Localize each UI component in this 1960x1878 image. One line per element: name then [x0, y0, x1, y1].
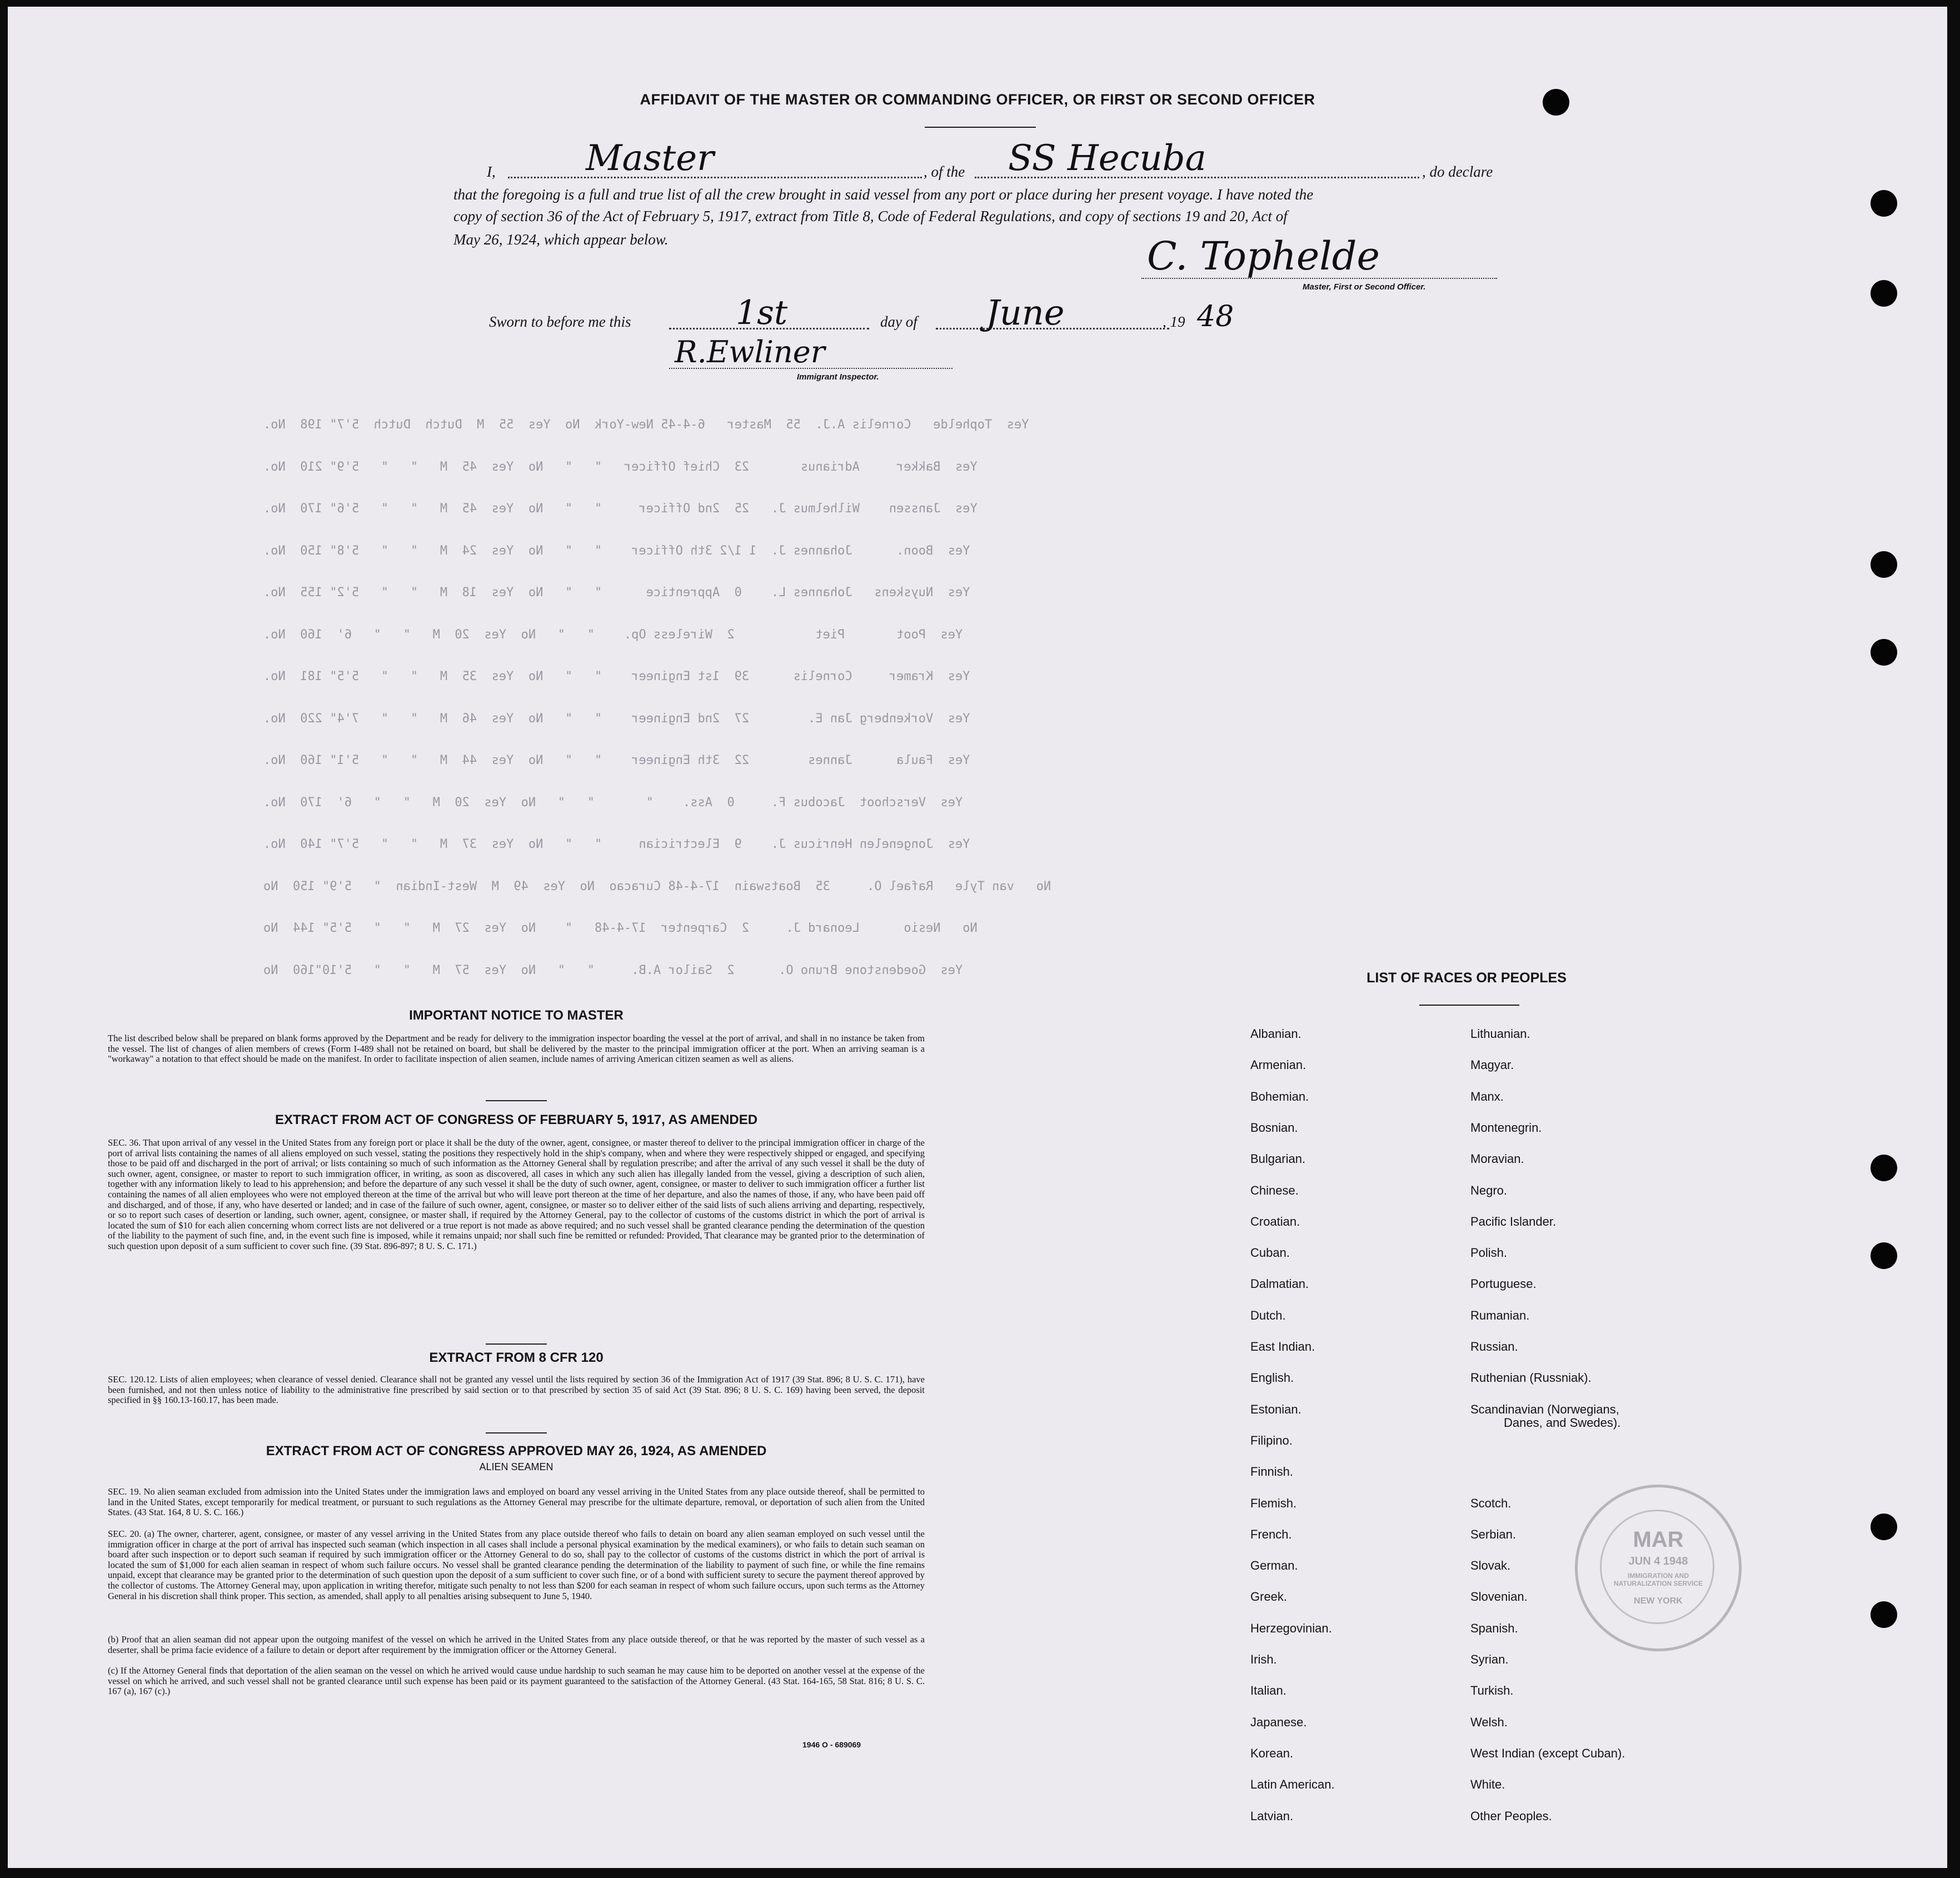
bleed-through-row: Yes Boon. Johannes J. 1 1/2 3th Officer " " No Yes 24 M " " 5'8" 150 No. [263, 544, 970, 558]
bleed-through-row: Yes Kramer Cornelis 39 1st Engineer " " No Yes 35 M " " 5'5" 181 No. [263, 670, 970, 683]
race-right-item: Scandinavian (Norwegians, [1470, 1402, 1619, 1416]
punch-hole [1871, 280, 1897, 307]
race-left-item: English. [1250, 1371, 1294, 1385]
race-right-item: Other Peoples. [1470, 1809, 1552, 1823]
race-right-item: Scotch. [1470, 1496, 1512, 1510]
handwritten-vessel: SS Hecuba [1008, 138, 1206, 179]
extract-cfr-text: SEC. 120.12. Lists of alien employees; when clearance of vessel denied. Clearance shall not be granted any vessel until the lists required by section 36 of the Immigration Act of 1917 (39 Stat. 896; 8 U. S. C. 171), have been furnished, and not then unless notice of liability to the administrative fine prescribed by said section or to that prescribed by section 35 of said Act (39 Stat. 896; 8 U. S. C. 169) having been served, the deposit specified in §§ 160.13-160.17, has been made. [108, 1374, 925, 1406]
bleed-through-row: Yes Verschoot Jacobus F. 0 Ass. " " " No Yes 20 M " " 6' 170 No. [263, 796, 963, 810]
punch-hole [1871, 1242, 1897, 1269]
notice-text: The list described below shall be prepared on blank forms approved by the Department and be ready for delivery to the immigration inspector boarding the vessel at the port of arrival, and shall in no instance be taken from the vessel. The list of changes of alien members of crews (Form I-489 shall not be retained on board, but shall be delivered by the master to the principal immigration officer at the port. When an arriving seaman is a "workaway" a notation to that effect should be made on the manifest. In order to facilitate inspection of alien seamen, include names of arriving American citizen seamen as well as aliens. [108, 1033, 925, 1065]
bleed-through-row: Yes Faula Jannes 22 3th Engineer " " No Yes 44 M " " 5'1" 160 No. [263, 753, 970, 767]
races-heading: LIST OF RACES OR PEOPLES [1366, 970, 1567, 986]
race-left-item: Japanese. [1250, 1715, 1307, 1729]
handwritten-name: Master [586, 138, 714, 179]
race-right-item: Welsh. [1470, 1715, 1508, 1729]
bleed-through-row: Yes Vorkenberg Jan E. 27 2nd Engineer " " No Yes 46 M " " 7'4" 220 No. [263, 712, 970, 726]
race-right-item: Manx. [1470, 1090, 1504, 1103]
handwritten-month: June [986, 292, 1065, 333]
race-left-item: Herzegovinian. [1250, 1621, 1332, 1635]
bleed-through-row: No Nesio Leonard J. 2 Carpenter 17-4-48 " No Yes 27 M " " 5'5" 144 No [263, 921, 977, 935]
race-left-item: French. [1250, 1527, 1292, 1541]
race-left-item: Croatian. [1250, 1215, 1300, 1228]
punch-hole [1871, 1601, 1897, 1628]
sworn-prefix: Sworn to before me this [489, 313, 631, 330]
race-left-item: Filipino. [1250, 1434, 1293, 1447]
section-rule [486, 1432, 547, 1434]
race-left-item: Flemish. [1250, 1496, 1297, 1510]
section-rule [486, 1343, 547, 1345]
race-right-item: Pacific Islander. [1470, 1215, 1557, 1228]
extract-1924-sec20c: (c) If the Attorney General finds that deportation of the alien seaman on the vessel on which he arrived would cause undue hardship to such seaman he may cause him to be deported on another vessel at the expense of the vessel on which he arrived, and such vessel shall not be granted clearance until such expense has been paid or its payment guaranteed to the satisfaction of the Attorney General. (43 Stat. 164-165, 58 Stat. 816; 8 U. S. C. 167 (a), 167 (c).) [108, 1665, 925, 1697]
sworn-year-prefix: , 19 [1163, 313, 1185, 330]
line1-i: I, [487, 163, 496, 180]
section-rule [486, 1100, 547, 1101]
race-left-item: German. [1250, 1559, 1298, 1572]
race-left-item: Dalmatian. [1250, 1277, 1309, 1291]
signature-label: Master, First or Second Officer. [1303, 282, 1426, 292]
punch-hole [1871, 1514, 1897, 1540]
stamp-date: JUN 4 1948 [1628, 1555, 1688, 1567]
race-left-item: Cuban. [1250, 1246, 1290, 1260]
race-right-item: Portuguese. [1470, 1277, 1537, 1291]
race-left-item: Bohemian. [1250, 1090, 1309, 1103]
extract-1917-text: SEC. 36. That upon arrival of any vessel in the United States from any foreign port or place it shall be the duty of the owner, agent, consignee, or master thereof to deliver to the principal immigration officer in charge of the port of arrival lists containing the names of all aliens employed on such vessel, stating the positions they respectively hold in the ship's company, when and where they were respectively shipped or engaged, and specifying those to be paid off and discharged in the port of arrival; or lists containing so much of such information as the Attorney General shall by regulation prescribe; and after the arrival of any such vessel it shall be the duty of such owner, agent, consignee, or master to report to such immigration officer, in writing, as soon as discovered, all cases in which any such alien has illegally landed from the vessel, giving a description of such alien, together with any information likely to lead to his apprehension; and before the departure of any such vessel it shall be the duty of such owner, agent, consignee, or master to deliver to such immigration officer a further list containing the names of all alien employees who were not employed thereon at the time of the arrival but who will leave port thereon at the time of her departure, and also the names of those, if any, who have been paid off and discharged, and of those, if any, who have deserted or landed; and in case of the failure of such owner, agent, consignee, or master so to deliver either of the said lists of such aliens arriving and departing, respectively, or so to report such cases of desertion or landing, such owner, agent, consignee, or master shall, if required by the Attorney General, pay to the collector of customs of the customs district in which the port of arrival is located the sum of $10 for each alien concerning whom correct lists are not delivered or a true report is not made as above required; and no such vessel shall be granted clearance pending the determination of the question of the liability to the payment of such fine, and, in the event such fine is imposed, while it remains unpaid; nor shall such fine be remitted or refunded: Provided, That clearance may be granted prior to the determination of such question upon deposit of a sum sufficient to cover such fine. (39 Stat. 896-897; 8 U. S. C. 171.) [108, 1137, 925, 1251]
master-signature: C. Tophelde [1147, 233, 1380, 279]
stamp-agency: IMMIGRATION AND NATURALIZATION SERVICE [1613, 1572, 1703, 1587]
race-right-item: Lithuanian. [1470, 1027, 1530, 1041]
punch-hole [1871, 639, 1897, 666]
bleed-through-row: Yes Tophelde Cornelis A.J. 55 Master 6-4-45 New-York No Yes 55 M Dutch Dutch 5'7" 198 No. [263, 418, 1029, 432]
race-left-item: Korean. [1250, 1746, 1294, 1760]
print-code: 1946 O - 689069 [802, 1740, 861, 1749]
race-left-item: Chinese. [1250, 1183, 1299, 1197]
race-left-item: Bosnian. [1250, 1121, 1298, 1135]
race-left-item: East Indian. [1250, 1340, 1315, 1353]
race-right-item: White. [1470, 1777, 1505, 1791]
handwritten-day: 1st [736, 293, 788, 332]
bleed-through-row: Yes Goedenstone Bruno O. 2 Sailor A.B. " " No Yes 57 M " " 5'10"160 No [263, 963, 963, 977]
title-rule [925, 127, 1036, 128]
name-blank [508, 177, 922, 178]
race-right-item: Montenegrin. [1470, 1121, 1542, 1135]
race-right-item: Ruthenian (Russniak). [1470, 1371, 1592, 1385]
race-left-item: Armenian. [1250, 1058, 1306, 1072]
extract-cfr-heading: EXTRACT FROM 8 CFR 120 [429, 1350, 604, 1365]
race-right-item: Serbian. [1470, 1527, 1516, 1541]
bleed-through-row: Yes Bakker Adrianus 23 Chief Officer " " No Yes 45 M " " 5'9" 210 No. [263, 460, 977, 474]
race-right-item: Rumanian. [1470, 1308, 1530, 1322]
line1-declare: , do declare [1422, 163, 1493, 180]
affidavit-line2: that the foregoing is a full and true list of all the crew brought in said vessel from any port or place during her present voyage. I have noted the [453, 186, 1314, 203]
race-left-item: Greek. [1250, 1590, 1288, 1604]
extract-1917-heading: EXTRACT FROM ACT OF CONGRESS OF FEBRUARY 5, 1917, AS AMENDED [275, 1112, 758, 1127]
race-right-item: Polish. [1470, 1246, 1508, 1260]
race-right-item: Slovenian. [1470, 1590, 1528, 1604]
notice-heading: IMPORTANT NOTICE TO MASTER [409, 1008, 624, 1023]
race-right-item: Turkish. [1470, 1684, 1514, 1697]
race-left-item: Finnish. [1250, 1465, 1294, 1479]
race-right-item: Russian. [1470, 1340, 1518, 1353]
immigration-stamp [1575, 1485, 1742, 1651]
race-right-item: Danes, and Swedes). [1504, 1416, 1621, 1430]
inspector-signature: R.Ewliner [675, 334, 825, 369]
race-left-item: Irish. [1250, 1652, 1277, 1666]
bleed-through-row: No van Tyle Rafael O. 35 Boatswain 17-4-48 Curacao No Yes 49 M West-Indian " 5'9" 150 No [263, 880, 1051, 893]
race-left-item: Italian. [1250, 1684, 1286, 1697]
stamp-city: NEW YORK [1634, 1596, 1683, 1606]
extract-1924-sec20b: (b) Proof that an alien seaman did not appear upon the outgoing manifest of the vessel on which he arrived in the United States from any place outside thereof, or that he was reported by the master of such vessel as a deserter, shall be prima facie evidence of a failure to detain or deport after requirement by the immigration officer or the Attorney General. [108, 1634, 925, 1655]
race-left-item: Latvian. [1250, 1809, 1294, 1823]
document-page [8, 7, 1947, 1868]
extract-1924-subheading: ALIEN SEAMEN [479, 1461, 553, 1472]
affidavit-line4: May 26, 1924, which appear below. [453, 231, 669, 248]
extract-1924-heading: EXTRACT FROM ACT OF CONGRESS APPROVED MAY 26, 1924, AS AMENDED [266, 1444, 767, 1459]
line1-of-the: , of the [924, 163, 965, 180]
stamp-month: MAR [1633, 1527, 1684, 1552]
bleed-through-row: Yes Janssen Wilhelmus J. 25 2nd Officer " " No Yes 45 M " " 5'6" 170 No. [263, 502, 977, 516]
race-left-item: Estonian. [1250, 1402, 1301, 1416]
extract-1924-sec19: SEC. 19. No alien seaman excluded from admission into the United States under the immigration laws and employed on board any vessel arriving in the United States from any place outside thereof, shall be permitted to land in the United States, except temporarily for medical treatment, or pursuant to such regulations as the Attorney General may prescribe for the ultimate departure, removal, or deportation of such alien from the United States. (43 Stat. 164, 8 U. S. C. 166.) [108, 1486, 925, 1518]
race-left-item: Latin American. [1250, 1777, 1335, 1791]
affidavit-line3: copy of section 36 of the Act of February 5, 1917, extract from Title 8, Code of Federal Regulations, and copy of sections 19 and 20, Act of [453, 208, 1288, 224]
race-left-item: Albanian. [1250, 1027, 1301, 1041]
race-left-item: Dutch. [1250, 1308, 1286, 1322]
punch-hole [1871, 190, 1897, 217]
race-right-item: Negro. [1470, 1183, 1508, 1197]
race-left-item: Bulgarian. [1250, 1152, 1306, 1166]
inspector-label: Immigrant Inspector. [797, 372, 879, 382]
sworn-day-of: day of [880, 313, 917, 330]
punch-hole [1871, 1155, 1897, 1181]
race-right-item: Magyar. [1470, 1058, 1514, 1072]
race-right-item: Moravian. [1470, 1152, 1524, 1166]
handwritten-year: 48 [1197, 300, 1234, 333]
signature-line [1141, 278, 1497, 279]
bleed-through-row: Yes Nuyskens Johannes L. 0 Apprentice " " No Yes 18 M " " 5'2" 155 No. [263, 586, 970, 600]
extract-1924-sec20a: SEC. 20. (a) The owner, charterer, agent, consignee, or master of any vessel arriving in the United States from any place outside thereof who fails to detain on board any alien seaman employed on such vessel until the immigration officer in charge at the port of arrival has inspected such seaman (which inspection in all cases shall include a personal physical examination by the medical examiners), or who fails to detain such seaman on board after such inspection or to deport such seaman if required by such immigration officer or the Attorney General to do so, shall pay to the collector of customs of the customs district in which the port of arrival is located the sum of $1,000 for each alien seaman in respect of whom such failure occurs. No vessel shall be granted clearance pending the determination of the liability to payment of such fine, or while the fine remains unpaid, except that clearance may be granted prior to the determination of such question upon the deposit of a sum sufficient to cover such fine, or of a bond with sufficient surety to secure the payment thereof approved by the collector of customs. The Attorney General may, upon application in writing therefor, mitigate such penalty to not less than $200 for each seaman in respect of whom such failure occurs, upon such terms as the Attorney General in his discretion shall think proper. This section, as amended, shall apply to all penalties arising subsequent to June 5, 1940. [108, 1529, 925, 1601]
punch-hole [1871, 551, 1897, 578]
race-right-item: West Indian (except Cuban). [1470, 1746, 1625, 1760]
bleed-through-row: Yes Poot Piet 2 Wireless Op. " " No Yes 20 M " " 6' 160 No. [263, 628, 963, 642]
race-right-item: Slovak. [1470, 1559, 1511, 1572]
inspector-line [669, 368, 952, 369]
races-rule [1419, 1005, 1519, 1006]
race-right-item: Spanish. [1470, 1621, 1518, 1635]
bleed-through-row: Yes Jongenelen Henricus J. 9 Electrician " " No Yes 37 M " " 5'7" 140 No. [263, 837, 970, 851]
race-right-item: Syrian. [1470, 1652, 1509, 1666]
affidavit-title: AFFIDAVIT OF THE MASTER OR COMMANDING OFFICER, OR FIRST OR SECOND OFFICER [640, 91, 1315, 108]
